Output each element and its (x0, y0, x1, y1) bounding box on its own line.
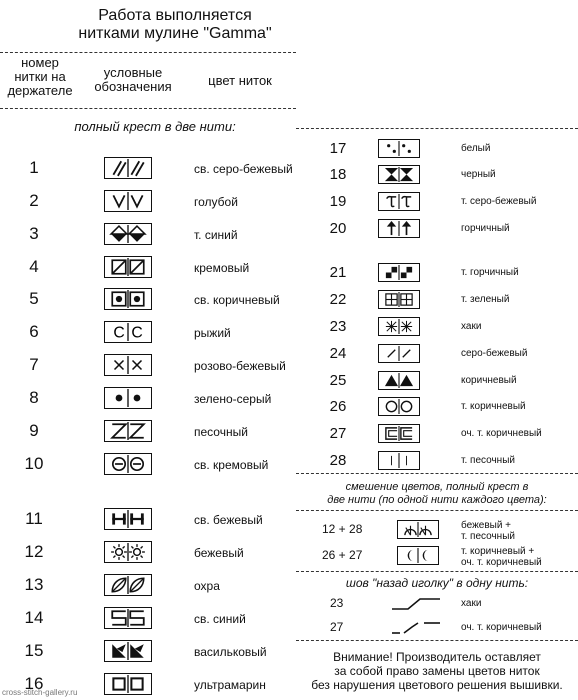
grid-icon (378, 290, 420, 309)
thread-number: 15 (24, 641, 44, 660)
title-line-1: Работа выполняется (98, 7, 252, 24)
thread-number: 2 (29, 191, 39, 210)
section-full-cross: полный крест в две нити: (74, 119, 236, 134)
color-name: кремовый (194, 261, 250, 275)
color-name: т. горчичный (461, 267, 519, 278)
thread-number: 14 (24, 608, 44, 627)
letter-c-icon (104, 321, 152, 343)
backstitch-line-icon (390, 597, 444, 611)
thread-number: 26 (329, 398, 347, 415)
watermark: cross-stitch-gallery.ru (2, 688, 78, 697)
color-name: св. серо-бежевый (194, 162, 293, 176)
letter-z-icon (104, 420, 152, 442)
color-name: ультрамарин (194, 678, 266, 692)
dot-icon (104, 387, 152, 409)
color-name: охра (194, 579, 220, 593)
thread-number: 23 (329, 318, 347, 335)
up-arrow-icon (378, 219, 420, 238)
thread-number: 22 (329, 291, 347, 308)
star-x-icon (378, 317, 420, 336)
triangle-up-icon (378, 371, 420, 390)
thread-number: 28 (329, 452, 347, 469)
notice: Внимание! Производитель оставляет за собой право замены цветов ниток без нарушения цветового решения вышивки. (311, 650, 563, 692)
color-name: зелено-серый (194, 392, 272, 406)
color-name: св. кремовый (194, 458, 269, 472)
square-dot-icon (104, 288, 152, 310)
thread-number: 18 (329, 166, 347, 183)
color-name: оч. т. коричневый (461, 622, 542, 633)
blend-color-names: т. коричневый + оч. т. коричневый (461, 546, 542, 568)
color-name: белый (461, 143, 491, 154)
tau-icon (378, 192, 420, 211)
v-shape-icon (104, 190, 152, 212)
circle-minus-icon (104, 453, 152, 475)
hourglass-icon (378, 165, 420, 184)
color-name: хаки (461, 321, 482, 332)
thread-number: 19 (329, 193, 347, 210)
vertical-lines-icon (378, 451, 420, 470)
color-name: хаки (461, 598, 482, 609)
thread-number: 20 (329, 220, 347, 237)
thread-number: 7 (29, 355, 39, 374)
color-name: серо-бежевый (461, 348, 528, 359)
thread-number: 4 (29, 257, 39, 276)
thread-number: 21 (329, 264, 347, 281)
header-number: номер нитки на держателе (7, 55, 73, 98)
circle-icon (378, 397, 420, 416)
dashed-divider (296, 640, 578, 641)
header-symbol: условные обозначения (94, 65, 172, 94)
blend-numbers: 12 + 28 (322, 522, 363, 536)
moon-icon (397, 546, 439, 565)
sun-half-icon (397, 520, 439, 539)
single-slash-icon (378, 344, 420, 363)
square-slash-icon (104, 256, 152, 278)
thread-number: 10 (24, 454, 44, 473)
thread-number: 8 (29, 388, 39, 407)
letter-s-icon (104, 607, 152, 629)
thread-number: 27 (329, 425, 347, 442)
thread-number: 12 (24, 542, 44, 561)
thread-number: 17 (329, 140, 347, 157)
thread-number: 5 (29, 289, 39, 308)
thread-number: 3 (29, 224, 39, 243)
square-c-icon (378, 424, 420, 443)
checker-icon (378, 263, 420, 282)
blend-color-names: бежевый + т. песочный (461, 520, 515, 542)
thread-number: 16 (24, 674, 44, 693)
color-name: св. бежевый (194, 513, 263, 527)
half-diamond-icon (104, 223, 152, 245)
color-name: коричневый (461, 375, 517, 386)
dots-icon (378, 139, 420, 158)
backstitch-line-icon (390, 621, 444, 635)
sun-icon (104, 541, 152, 563)
color-name: св. синий (194, 612, 246, 626)
dashed-divider (296, 510, 578, 511)
color-name: бежевый (194, 546, 244, 560)
thread-number: 13 (24, 575, 44, 594)
color-name: розово-бежевый (194, 359, 286, 373)
color-name: св. коричневый (194, 293, 280, 307)
backstitch-title: шов "назад иголку" в одну нить: (345, 576, 529, 590)
h-bar-icon (104, 508, 152, 530)
dashed-divider (0, 52, 296, 53)
thread-number: 27 (330, 620, 344, 634)
square-box-icon (104, 673, 152, 695)
black-triangle-icon (104, 640, 152, 662)
thread-number: 9 (29, 421, 39, 440)
color-name: песочный (194, 425, 248, 439)
title-line-2: нитками мулине "Gamma" (78, 25, 272, 42)
color-name: т. песочный (461, 455, 515, 466)
color-name: рыжий (194, 326, 231, 340)
svg-text:C: C (131, 324, 143, 341)
thread-number: 11 (25, 509, 43, 528)
thread-number: 24 (329, 345, 347, 362)
thread-number: 1 (29, 158, 39, 177)
dashed-divider (296, 571, 578, 572)
color-name: т. синий (194, 228, 238, 242)
blend-numbers: 26 + 27 (322, 548, 363, 562)
thread-number: 23 (330, 596, 344, 610)
double-slash-icon (104, 157, 152, 179)
dashed-divider (0, 108, 296, 109)
color-name: горчичный (461, 223, 510, 234)
thread-number: 25 (329, 372, 347, 389)
thread-number: 6 (29, 322, 39, 341)
color-name: васильковый (194, 645, 267, 659)
color-name: т. зеленый (461, 294, 510, 305)
header-color: цвет ниток (208, 73, 272, 88)
color-name: т. коричневый (461, 401, 526, 412)
blend-title: смешение цветов, полный крест в две нити (по одной нити каждого цвета): (327, 481, 547, 506)
svg-text:C: C (113, 324, 125, 341)
color-name: т. серо-бежевый (461, 196, 537, 207)
dashed-divider (296, 473, 578, 474)
color-name: черный (461, 169, 496, 180)
color-name: голубой (194, 195, 238, 209)
dashed-divider (296, 128, 578, 129)
small-x-icon (104, 354, 152, 376)
color-name: оч. т. коричневый (461, 428, 542, 439)
leaf-icon (104, 574, 152, 596)
